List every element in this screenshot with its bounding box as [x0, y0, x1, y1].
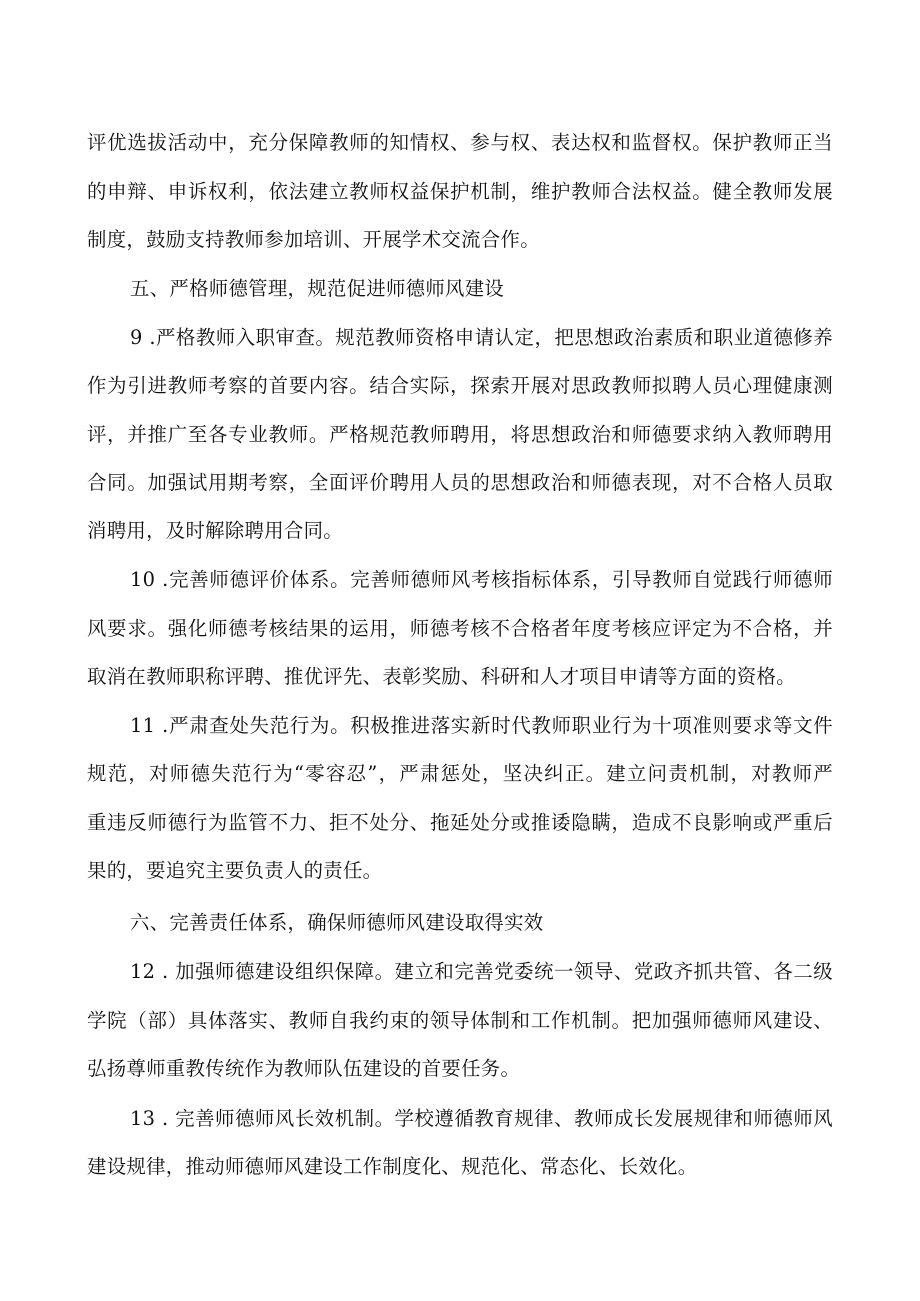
text-line: 学院（部）具体落实、教师自我约束的领导体制和工作机制。把加强师德师风建设、: [87, 1009, 833, 1032]
text-line: 作为引进教师考察的首要内容。结合实际，探索开展对思政教师拟聘人员心理健康测: [87, 374, 833, 397]
text-line: 取消在教师职称评聘、推优评先、表彰奖励、科研和人才项目申请等方面的资格。: [87, 665, 796, 688]
section-heading-6: 六、完善责任体系，确保师德师风建设取得实效: [130, 911, 544, 934]
text-line: 制度，鼓励支持教师参加培训、开展学术交流合作。: [87, 228, 540, 251]
text-line: 10 .完善师德评价体系。完善师德师风考核指标体系，引导教师自觉践行师德师: [130, 568, 833, 591]
text-line: 的申辩、申诉权利，依法建立教师权益保护机制，维护教师合法权益。健全教师发展: [87, 180, 833, 203]
text-line: 9 .严格教师入职审查。规范教师资格申请认定，把思想政治素质和职业道德修养: [130, 326, 833, 349]
text-line: 果的，要追究主要负责人的责任。: [87, 859, 383, 882]
text-line: 建设规律，推动师德师风建设工作制度化、规范化、常态化、长效化。: [87, 1155, 698, 1178]
text-line: 11 .严肃查处失范行为。积极推进落实新时代教师职业行为十项准则要求等文件: [130, 714, 833, 737]
text-line: 消聘用，及时解除聘用合同。: [87, 519, 343, 542]
text-line: 评，并推广至各专业教师。严格规范教师聘用，将思想政治和师德要求纳入教师聘用: [87, 423, 833, 446]
section-heading-5: 五、严格师德管理，规范促进师德师风建设: [130, 277, 505, 300]
text-line: 合同。加强试用期考察，全面评价聘用人员的思想政治和师德表现，对不合格人员取: [87, 471, 833, 494]
text-line: 弘扬尊师重教传统作为教师队伍建设的首要任务。: [87, 1057, 521, 1080]
text-line: 重违反师德行为监管不力、拒不处分、拖延处分或推诿隐瞒，造成不良影响或严重后: [87, 811, 833, 834]
text-line: 规范，对师德失范行为“零容忍”，严肃惩处，坚决纠正。建立问责机制，对教师严: [87, 762, 833, 785]
text-line: 13 . 完善师德师风长效机制。学校遵循教育规律、教师成长发展规律和师德师风: [130, 1107, 833, 1130]
text-line: 风要求。强化师德考核结果的运用，师德考核不合格者年度考核应评定为不合格，并: [87, 617, 833, 640]
text-line: 12 . 加强师德建设组织保障。建立和完善党委统一领导、党政齐抓共管、各二级: [130, 960, 833, 983]
text-line: 评优选拔活动中，充分保障教师的知情权、参与权、表达权和监督权。保护教师正当: [87, 131, 833, 154]
